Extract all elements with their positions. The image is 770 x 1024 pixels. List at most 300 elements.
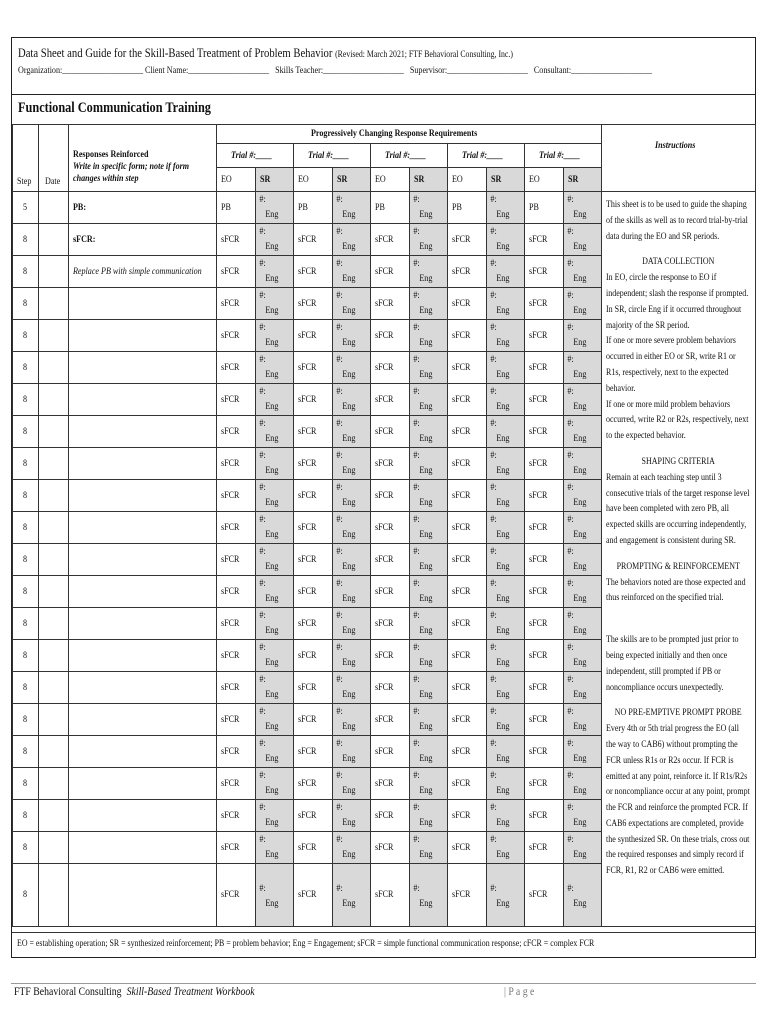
sr-cell[interactable] xyxy=(333,544,371,576)
eo-cell[interactable] xyxy=(371,608,410,640)
sr-cell[interactable] xyxy=(410,768,448,800)
sr-cell[interactable] xyxy=(564,800,602,832)
response-cell[interactable] xyxy=(69,864,217,927)
sr-cell[interactable] xyxy=(256,608,294,640)
eo-cell[interactable] xyxy=(217,832,256,864)
date-cell[interactable] xyxy=(39,608,69,640)
sr-cell[interactable] xyxy=(333,640,371,672)
eo-cell[interactable] xyxy=(371,448,410,480)
step-cell[interactable] xyxy=(13,256,39,288)
eo-cell[interactable] xyxy=(371,672,410,704)
sr-cell[interactable] xyxy=(487,224,525,256)
eo-cell[interactable] xyxy=(448,480,487,512)
sr-cell[interactable] xyxy=(256,224,294,256)
sr-cell[interactable] xyxy=(564,576,602,608)
eo-cell[interactable] xyxy=(217,224,256,256)
date-cell[interactable] xyxy=(39,352,69,384)
response-cell[interactable] xyxy=(69,704,217,736)
sr-cell[interactable] xyxy=(410,672,448,704)
eo-cell[interactable] xyxy=(217,352,256,384)
eo-cell[interactable] xyxy=(217,480,256,512)
sr-cell[interactable] xyxy=(487,416,525,448)
sr-cell[interactable] xyxy=(487,800,525,832)
eo-cell[interactable] xyxy=(371,544,410,576)
eo-cell[interactable] xyxy=(217,640,256,672)
eo-cell[interactable] xyxy=(448,736,487,768)
eo-cell[interactable] xyxy=(371,640,410,672)
sr-cell[interactable] xyxy=(333,448,371,480)
sr-cell[interactable] xyxy=(333,512,371,544)
eo-cell[interactable] xyxy=(525,384,564,416)
sr-cell[interactable] xyxy=(487,480,525,512)
date-cell[interactable] xyxy=(39,800,69,832)
step-cell[interactable] xyxy=(13,448,39,480)
eo-cell[interactable] xyxy=(448,288,487,320)
sr-cell[interactable] xyxy=(333,736,371,768)
date-cell[interactable] xyxy=(39,256,69,288)
sr-cell[interactable] xyxy=(256,192,294,224)
eo-cell[interactable] xyxy=(371,320,410,352)
sr-cell[interactable] xyxy=(487,768,525,800)
eo-cell[interactable] xyxy=(448,704,487,736)
response-cell[interactable] xyxy=(69,224,217,256)
response-cell[interactable] xyxy=(69,320,217,352)
sr-cell[interactable] xyxy=(564,864,602,927)
eo-cell[interactable] xyxy=(525,736,564,768)
sr-cell[interactable] xyxy=(410,192,448,224)
sr-cell[interactable] xyxy=(256,384,294,416)
eo-cell[interactable] xyxy=(217,416,256,448)
eo-cell[interactable] xyxy=(294,800,333,832)
response-cell[interactable] xyxy=(69,576,217,608)
sr-eng: Eng xyxy=(419,562,433,572)
eo-cell[interactable] xyxy=(294,352,333,384)
supervisor-field[interactable]: Supervisor:____________________ xyxy=(409,66,528,76)
eo-cell[interactable] xyxy=(448,416,487,448)
eo-cell[interactable] xyxy=(448,832,487,864)
sr-cell[interactable] xyxy=(564,256,602,288)
sr-cell[interactable] xyxy=(410,256,448,288)
step-cell[interactable] xyxy=(13,544,39,576)
eo-cell[interactable] xyxy=(371,864,410,927)
step-cell[interactable] xyxy=(13,576,39,608)
eo-cell[interactable] xyxy=(371,192,410,224)
response-cell[interactable] xyxy=(69,544,217,576)
sr-cell[interactable] xyxy=(256,640,294,672)
eo-cell[interactable] xyxy=(448,320,487,352)
sr-cell[interactable] xyxy=(487,192,525,224)
eo-cell[interactable] xyxy=(294,416,333,448)
sr-eng: Eng xyxy=(342,466,356,476)
response-cell[interactable] xyxy=(69,608,217,640)
sr-cell[interactable] xyxy=(256,512,294,544)
sr-cell[interactable] xyxy=(487,288,525,320)
sr-cell[interactable] xyxy=(487,320,525,352)
sr-cell[interactable] xyxy=(333,352,371,384)
eo-cell[interactable] xyxy=(371,352,410,384)
sr-eng: Eng xyxy=(265,594,279,604)
sr-cell[interactable] xyxy=(333,384,371,416)
eo-cell[interactable] xyxy=(525,544,564,576)
eo-cell[interactable] xyxy=(371,224,410,256)
sr-count: #: xyxy=(336,707,343,717)
sr-cell[interactable] xyxy=(410,416,448,448)
consultant-field[interactable]: Consultant:____________________ xyxy=(533,66,652,76)
sr-cell[interactable] xyxy=(256,416,294,448)
step-cell[interactable] xyxy=(13,320,39,352)
eo-cell[interactable] xyxy=(294,544,333,576)
sr-cell[interactable] xyxy=(410,800,448,832)
eo-cell[interactable] xyxy=(525,288,564,320)
eo-cell[interactable] xyxy=(217,864,256,927)
date-cell[interactable] xyxy=(39,768,69,800)
eo-cell[interactable] xyxy=(294,832,333,864)
eo-cell[interactable] xyxy=(448,224,487,256)
sr-cell[interactable] xyxy=(487,448,525,480)
eo-cell[interactable] xyxy=(525,704,564,736)
sr-cell[interactable] xyxy=(333,704,371,736)
sr-cell[interactable] xyxy=(410,224,448,256)
eo-cell[interactable] xyxy=(448,576,487,608)
sr-cell[interactable] xyxy=(487,544,525,576)
response-cell[interactable] xyxy=(69,736,217,768)
response-cell[interactable] xyxy=(69,480,217,512)
response-cell[interactable] xyxy=(69,416,217,448)
sr-cell[interactable] xyxy=(564,608,602,640)
eo-cell[interactable] xyxy=(294,288,333,320)
eo-cell[interactable] xyxy=(371,480,410,512)
eo-cell[interactable] xyxy=(525,800,564,832)
eo-cell[interactable] xyxy=(371,384,410,416)
eo-cell[interactable] xyxy=(448,800,487,832)
eo-cell[interactable] xyxy=(525,672,564,704)
sr-cell[interactable] xyxy=(564,480,602,512)
sr-cell[interactable] xyxy=(410,576,448,608)
sr-cell[interactable] xyxy=(410,480,448,512)
step-cell[interactable] xyxy=(13,352,39,384)
eo-cell[interactable] xyxy=(217,320,256,352)
eo-cell[interactable] xyxy=(217,192,256,224)
sr-cell[interactable] xyxy=(487,608,525,640)
step-cell[interactable] xyxy=(13,192,39,224)
eo-cell[interactable] xyxy=(294,448,333,480)
date-cell[interactable] xyxy=(39,224,69,256)
sr-count: #: xyxy=(336,483,343,493)
sr-cell[interactable] xyxy=(564,352,602,384)
date-cell[interactable] xyxy=(39,384,69,416)
sr-cell[interactable] xyxy=(256,288,294,320)
step-cell[interactable] xyxy=(13,640,39,672)
sr-cell[interactable] xyxy=(256,256,294,288)
eo-cell[interactable] xyxy=(217,768,256,800)
sr-cell[interactable] xyxy=(487,736,525,768)
eo-cell[interactable] xyxy=(525,608,564,640)
eo-cell[interactable] xyxy=(294,320,333,352)
date-cell[interactable] xyxy=(39,544,69,576)
eo-cell[interactable] xyxy=(448,640,487,672)
eo-cell[interactable] xyxy=(525,416,564,448)
sr-cell[interactable] xyxy=(564,512,602,544)
date-cell[interactable] xyxy=(39,512,69,544)
sr-cell[interactable] xyxy=(256,672,294,704)
sr-cell[interactable] xyxy=(256,800,294,832)
eo-cell[interactable] xyxy=(525,192,564,224)
sr-cell[interactable] xyxy=(333,576,371,608)
sr-count: #: xyxy=(567,483,574,493)
eo-cell[interactable] xyxy=(371,256,410,288)
eo-cell[interactable] xyxy=(217,512,256,544)
eo-cell[interactable] xyxy=(525,640,564,672)
eo-cell[interactable] xyxy=(371,768,410,800)
step-cell[interactable] xyxy=(13,608,39,640)
eo-cell[interactable] xyxy=(294,768,333,800)
sr-cell[interactable] xyxy=(333,832,371,864)
sr-cell[interactable] xyxy=(487,672,525,704)
data-collection-2: In SR, circle Eng if it occurred throughout majority of the SR period. xyxy=(606,304,742,331)
response-cell[interactable] xyxy=(69,192,217,224)
sr-eng: Eng xyxy=(419,594,433,604)
sr-cell[interactable] xyxy=(256,544,294,576)
eo-cell[interactable] xyxy=(448,192,487,224)
eo-cell[interactable] xyxy=(294,672,333,704)
date-cell[interactable] xyxy=(39,448,69,480)
step-cell[interactable] xyxy=(13,512,39,544)
response-cell[interactable] xyxy=(69,672,217,704)
sr-cell[interactable] xyxy=(333,192,371,224)
eo-cell[interactable] xyxy=(448,608,487,640)
step-cell[interactable] xyxy=(13,768,39,800)
date-cell[interactable] xyxy=(39,320,69,352)
sr-cell[interactable] xyxy=(410,832,448,864)
sr-cell[interactable] xyxy=(564,448,602,480)
step-cell[interactable] xyxy=(13,832,39,864)
skills-teacher-field[interactable]: Skills Teacher:____________________ xyxy=(275,66,404,76)
response-cell[interactable] xyxy=(69,512,217,544)
sr-cell[interactable] xyxy=(333,288,371,320)
sr-cell[interactable] xyxy=(487,864,525,927)
eo-cell[interactable] xyxy=(525,512,564,544)
sr-cell[interactable] xyxy=(410,736,448,768)
eo-cell[interactable] xyxy=(294,192,333,224)
sr-cell[interactable] xyxy=(256,480,294,512)
sr-cell[interactable] xyxy=(256,448,294,480)
sr-cell[interactable] xyxy=(487,384,525,416)
date-cell[interactable] xyxy=(39,192,69,224)
eo-cell[interactable] xyxy=(217,736,256,768)
sr-cell[interactable] xyxy=(564,320,602,352)
step-cell[interactable] xyxy=(13,672,39,704)
eo-cell[interactable] xyxy=(294,384,333,416)
sr-cell[interactable] xyxy=(564,832,602,864)
eo-cell[interactable] xyxy=(217,704,256,736)
sr-cell[interactable] xyxy=(333,864,371,927)
eo-cell[interactable] xyxy=(448,672,487,704)
eo-cell[interactable] xyxy=(371,832,410,864)
eo-cell[interactable] xyxy=(371,576,410,608)
eo-cell[interactable] xyxy=(525,864,564,927)
response-cell[interactable] xyxy=(69,640,217,672)
sr-cell[interactable] xyxy=(256,352,294,384)
response-cell[interactable] xyxy=(69,448,217,480)
eo-cell[interactable] xyxy=(371,800,410,832)
eo-cell[interactable] xyxy=(294,640,333,672)
eo-cell[interactable] xyxy=(448,384,487,416)
sr-cell[interactable] xyxy=(564,384,602,416)
date-cell[interactable] xyxy=(39,480,69,512)
eo-cell[interactable] xyxy=(525,448,564,480)
sr-cell[interactable] xyxy=(256,832,294,864)
date-cell[interactable] xyxy=(39,288,69,320)
eo-cell[interactable] xyxy=(294,480,333,512)
eo-cell[interactable] xyxy=(217,544,256,576)
sr-cell[interactable] xyxy=(487,352,525,384)
sr-cell[interactable] xyxy=(564,224,602,256)
sr-cell[interactable] xyxy=(333,768,371,800)
response-cell[interactable] xyxy=(69,256,217,288)
date-cell[interactable] xyxy=(39,736,69,768)
sr-cell[interactable] xyxy=(487,576,525,608)
eo-cell[interactable] xyxy=(294,576,333,608)
sr-cell[interactable] xyxy=(564,768,602,800)
sr-cell[interactable] xyxy=(333,800,371,832)
eo-cell[interactable] xyxy=(371,416,410,448)
eo-cell[interactable] xyxy=(217,288,256,320)
date-cell[interactable] xyxy=(39,672,69,704)
sr-cell[interactable] xyxy=(564,288,602,320)
eo-cell[interactable] xyxy=(294,512,333,544)
sr-cell[interactable] xyxy=(410,608,448,640)
response-cell[interactable] xyxy=(69,352,217,384)
sr-cell[interactable] xyxy=(333,224,371,256)
eo-cell[interactable] xyxy=(294,608,333,640)
step-cell[interactable] xyxy=(13,736,39,768)
eo-cell[interactable] xyxy=(294,736,333,768)
step-cell[interactable] xyxy=(13,800,39,832)
sr-cell[interactable] xyxy=(256,576,294,608)
sr-cell[interactable] xyxy=(410,352,448,384)
step-cell[interactable] xyxy=(13,224,39,256)
sr-cell[interactable] xyxy=(256,736,294,768)
date-cell[interactable] xyxy=(39,416,69,448)
sr-cell[interactable] xyxy=(256,864,294,927)
eo-cell[interactable] xyxy=(525,352,564,384)
eo-cell[interactable] xyxy=(217,448,256,480)
sr-cell[interactable] xyxy=(487,832,525,864)
response-cell[interactable] xyxy=(69,800,217,832)
eo-cell[interactable] xyxy=(525,768,564,800)
step-cell[interactable] xyxy=(13,704,39,736)
sr-cell[interactable] xyxy=(410,864,448,927)
sr-cell[interactable] xyxy=(410,288,448,320)
eo-cell[interactable] xyxy=(525,224,564,256)
eo-cell[interactable] xyxy=(217,576,256,608)
eo-cell[interactable] xyxy=(448,544,487,576)
eo-cell[interactable] xyxy=(448,768,487,800)
eo-cell[interactable] xyxy=(525,480,564,512)
sr-cell[interactable] xyxy=(410,704,448,736)
sr-cell[interactable] xyxy=(564,704,602,736)
eo-cell[interactable] xyxy=(525,256,564,288)
step-cell[interactable] xyxy=(13,288,39,320)
response-cell[interactable] xyxy=(69,832,217,864)
eo-cell[interactable] xyxy=(294,864,333,927)
response-cell[interactable] xyxy=(69,288,217,320)
eo-cell[interactable] xyxy=(217,800,256,832)
sr-count: #: xyxy=(336,803,343,813)
response-cell[interactable] xyxy=(69,768,217,800)
eo-cell[interactable] xyxy=(371,736,410,768)
eo-cell[interactable] xyxy=(371,704,410,736)
sr-cell[interactable] xyxy=(333,320,371,352)
eo-cell[interactable] xyxy=(294,256,333,288)
sr-cell[interactable] xyxy=(487,640,525,672)
sr-cell[interactable] xyxy=(564,736,602,768)
date-cell[interactable] xyxy=(39,704,69,736)
sr-cell[interactable] xyxy=(410,544,448,576)
sr-cell[interactable] xyxy=(487,704,525,736)
sr-cell[interactable] xyxy=(410,320,448,352)
eo-cell[interactable] xyxy=(371,288,410,320)
sr-cell[interactable] xyxy=(333,416,371,448)
sr-cell[interactable] xyxy=(410,448,448,480)
sr-cell[interactable] xyxy=(333,480,371,512)
sr-cell[interactable] xyxy=(256,768,294,800)
step-cell[interactable] xyxy=(13,384,39,416)
date-cell[interactable] xyxy=(39,640,69,672)
sr-cell[interactable] xyxy=(487,512,525,544)
sr-cell[interactable] xyxy=(564,192,602,224)
eo-cell[interactable] xyxy=(448,864,487,927)
eo-cell[interactable] xyxy=(294,224,333,256)
sr-cell[interactable] xyxy=(487,256,525,288)
eo-cell[interactable] xyxy=(217,384,256,416)
sr-cell[interactable] xyxy=(410,640,448,672)
step-cell[interactable] xyxy=(13,416,39,448)
eo-cell[interactable] xyxy=(448,352,487,384)
eo-cell[interactable] xyxy=(448,512,487,544)
eo-cell[interactable] xyxy=(371,512,410,544)
date-cell[interactable] xyxy=(39,576,69,608)
sr-cell[interactable] xyxy=(410,384,448,416)
eo-cell[interactable] xyxy=(448,256,487,288)
organization-field[interactable]: Organization:____________________ xyxy=(18,66,144,76)
sr-cell[interactable] xyxy=(333,256,371,288)
eo-cell[interactable] xyxy=(217,256,256,288)
eo-cell[interactable] xyxy=(525,320,564,352)
response-cell[interactable] xyxy=(69,384,217,416)
step-cell[interactable] xyxy=(13,480,39,512)
sr-cell[interactable] xyxy=(564,640,602,672)
sr-cell[interactable] xyxy=(564,672,602,704)
date-cell[interactable] xyxy=(39,864,69,927)
date-cell[interactable] xyxy=(39,832,69,864)
sr-cell[interactable] xyxy=(564,544,602,576)
sr-cell[interactable] xyxy=(256,704,294,736)
eo-cell[interactable] xyxy=(217,672,256,704)
eo-cell[interactable] xyxy=(525,576,564,608)
step-cell[interactable] xyxy=(13,864,39,927)
sr-cell[interactable] xyxy=(256,320,294,352)
eo-cell[interactable] xyxy=(217,608,256,640)
eo-cell[interactable] xyxy=(294,704,333,736)
eo-cell[interactable] xyxy=(448,448,487,480)
sr-cell[interactable] xyxy=(410,512,448,544)
eo-cell[interactable] xyxy=(525,832,564,864)
client-name-field[interactable]: Client Name:____________________ xyxy=(145,66,270,76)
sr-cell[interactable] xyxy=(333,672,371,704)
sr-cell[interactable] xyxy=(333,608,371,640)
sr-cell[interactable] xyxy=(564,416,602,448)
